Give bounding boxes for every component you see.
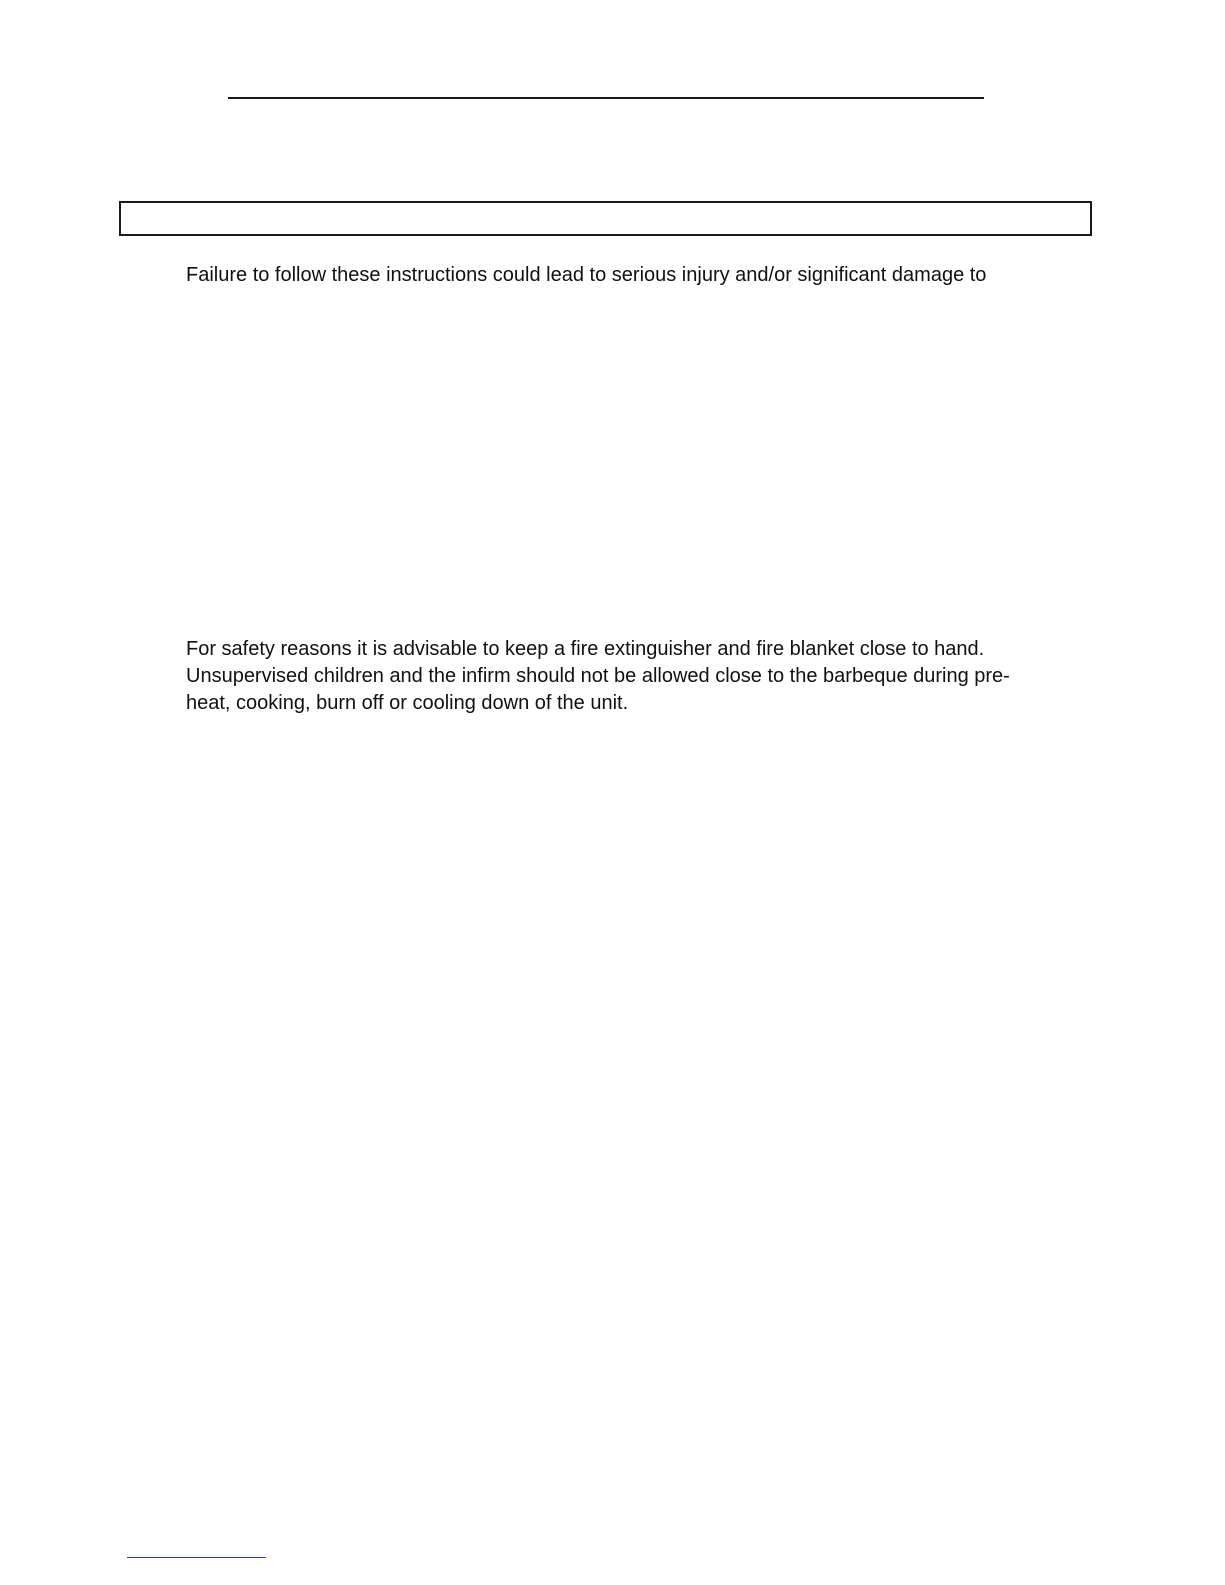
footer-link-underline [127, 1557, 266, 1558]
safety-line-1: For safety reasons it is advisable to keep a fire extinguisher and fire blanket close to hand. [186, 638, 985, 660]
safety-line-3: heat, cooking, burn off or cooling down of the unit. [186, 692, 629, 714]
warning-line-1: Failure to follow these instructions could lead to serious injury and/or significant damage to [186, 264, 987, 286]
section-heading-box [119, 201, 1092, 236]
safety-paragraph [186, 636, 1076, 717]
safety-line-2: Unsupervised children and the infirm should not be allowed close to the barbeque during pre- [186, 665, 1010, 687]
top-divider-rule [228, 97, 984, 99]
warning-paragraph [186, 262, 1076, 289]
